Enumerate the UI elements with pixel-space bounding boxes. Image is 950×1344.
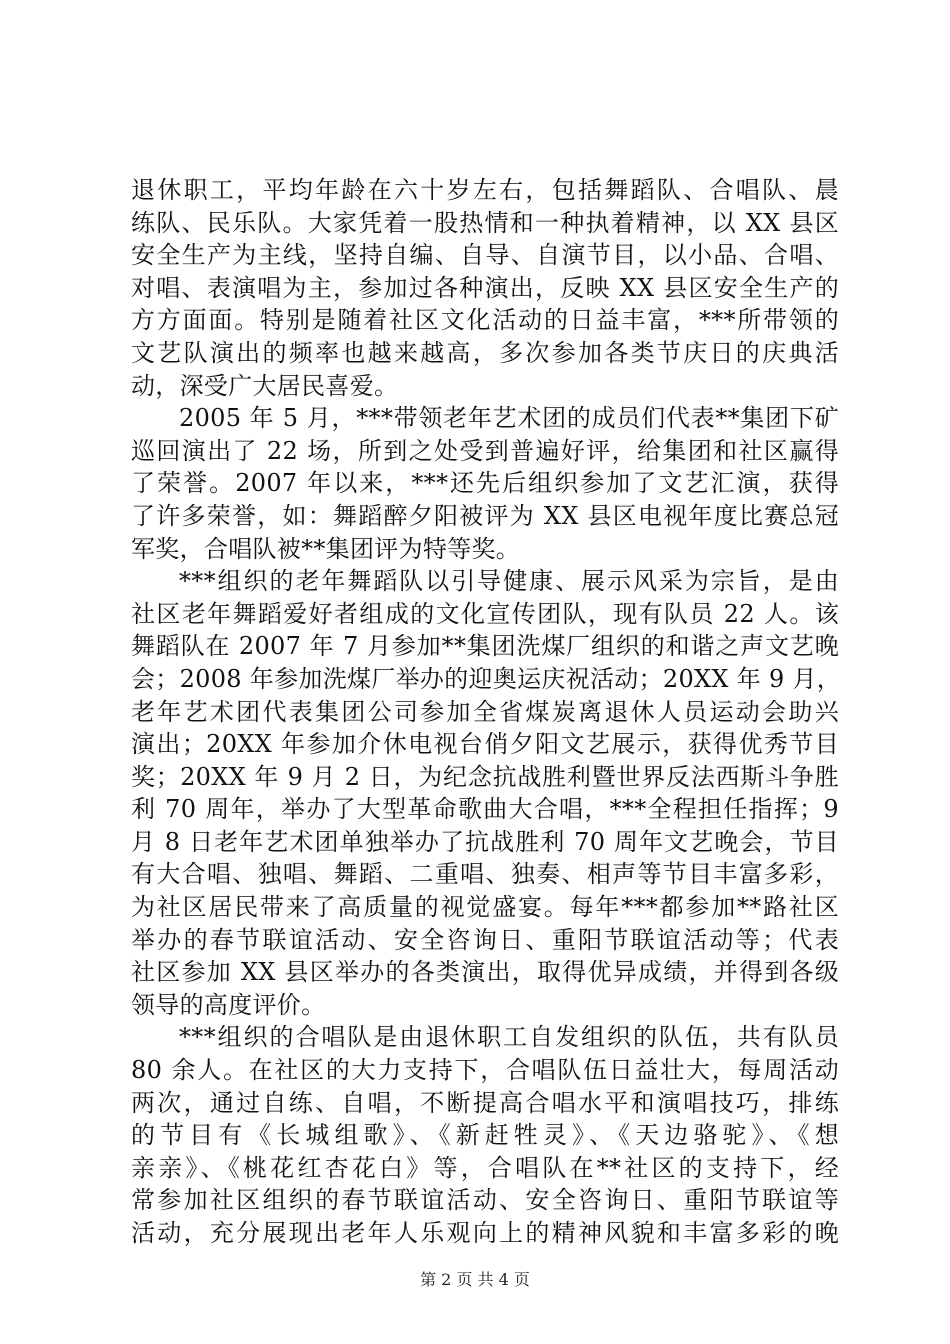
text-line: 方方面面。特别是随着社区文化活动的日益丰富，***所带领的 bbox=[131, 306, 839, 335]
paragraph-start-line: ***组织的老年舞蹈队以引导健康、展示风采为宗旨，是由 bbox=[179, 567, 839, 596]
text-line: 活动，充分展现出老年人乐观向上的精神风貌和丰富多彩的晚 bbox=[131, 1219, 839, 1247]
text-line: 社区老年舞蹈爱好者组成的文化宣传团队，现有队员 22 人。该 bbox=[131, 599, 839, 628]
text-line: 社区参加 XX 县区举办的各类演出，取得优异成绩，并得到各级 bbox=[131, 958, 839, 987]
text-line: 有大合唱、独唱、舞蹈、二重唱、独奏、相声等节目丰富多彩， bbox=[131, 860, 839, 889]
text-line: 练队、民乐队。大家凭着一股热情和一种执着精神，以 XX 县区 bbox=[131, 208, 839, 237]
text-line: 安全生产为主线，坚持自编、自导、自演节目，以小品、合唱、 bbox=[131, 241, 839, 270]
text-line: 文艺队演出的频率也越来越高，多次参加各类节庆日的庆典活 bbox=[131, 338, 839, 367]
text-line: 军奖，合唱队被**集团评为特等奖。 bbox=[131, 534, 521, 563]
text-line: 常参加社区组织的春节联谊活动、安全咨询日、重阳节联谊等 bbox=[131, 1186, 839, 1215]
text-line: 亲亲》、《桃花红杏花白》等，合唱队在**社区的支持下，经 bbox=[131, 1153, 839, 1182]
paragraph-start-line: 2005 年 5 月，***带领老年艺术团的成员们代表**集团下矿 bbox=[179, 404, 839, 433]
text-line: 对唱、表演唱为主，参加过各种演出，反映 XX 县区安全生产的 bbox=[131, 273, 839, 302]
text-line: 舞蹈队在 2007 年 7 月参加**集团洗煤厂组织的和谐之声文艺晚 bbox=[131, 632, 839, 661]
text-line: 利 70 周年，举办了大型革命歌曲大合唱，***全程担任指挥；9 bbox=[131, 795, 839, 824]
document-body bbox=[131, 174, 842, 1250]
text-line: 为社区居民带来了高质量的视觉盛宴。每年***都参加**路社区 bbox=[131, 893, 839, 922]
text-line: 老年艺术团代表集团公司参加全省煤炭离退休人员运动会助兴 bbox=[131, 697, 839, 726]
text-line: 退休职工，平均年龄在六十岁左右，包括舞蹈队、合唱队、晨 bbox=[131, 176, 839, 204]
text-line: 月 8 日老年艺术团单独举办了抗战胜利 70 周年文艺晚会，节目 bbox=[131, 827, 839, 856]
text-line: 两次，通过自练、自唱，不断提高合唱水平和演唱技巧，排练 bbox=[131, 1088, 839, 1117]
text-line: 领导的高度评价。 bbox=[131, 990, 326, 1019]
text-line: 动，深受广大居民喜爱。 bbox=[131, 371, 399, 400]
text-line: 巡回演出了 22 场，所到之处受到普遍好评，给集团和社区赢得 bbox=[131, 436, 839, 465]
text-line: 了许多荣誉，如：舞蹈醉夕阳被评为 XX 县区电视年度比赛总冠 bbox=[131, 501, 839, 530]
page-footer bbox=[0, 1270, 950, 1290]
text-line: 会；2008 年参加洗煤厂举办的迎奥运庆祝活动；20XX 年 9 月， bbox=[131, 664, 842, 693]
page-number: 第 2 页 共 4 页 bbox=[420, 1270, 530, 1289]
text-line: 了荣誉。2007 年以来，***还先后组织参加了文艺汇演，获得 bbox=[131, 469, 839, 498]
text-line: 演出；20XX 年参加介休电视台俏夕阳文艺展示，获得优秀节目 bbox=[131, 730, 839, 759]
text-line: 举办的春节联谊活动、安全咨询日、重阳节联谊活动等；代表 bbox=[131, 925, 839, 954]
text-line: 奖；20XX 年 9 月 2 日，为纪念抗战胜利暨世界反法西斯斗争胜 bbox=[131, 762, 839, 791]
text-line: 的节目有《长城组歌》、《新赶牲灵》、《天边骆驼》、《想 bbox=[131, 1121, 839, 1150]
text-line: 80 余人。在社区的大力支持下，合唱队伍日益壮大，每周活动 bbox=[131, 1056, 839, 1085]
paragraph-start-line: ***组织的合唱队是由退休职工自发组织的队伍，共有队员 bbox=[179, 1023, 839, 1052]
